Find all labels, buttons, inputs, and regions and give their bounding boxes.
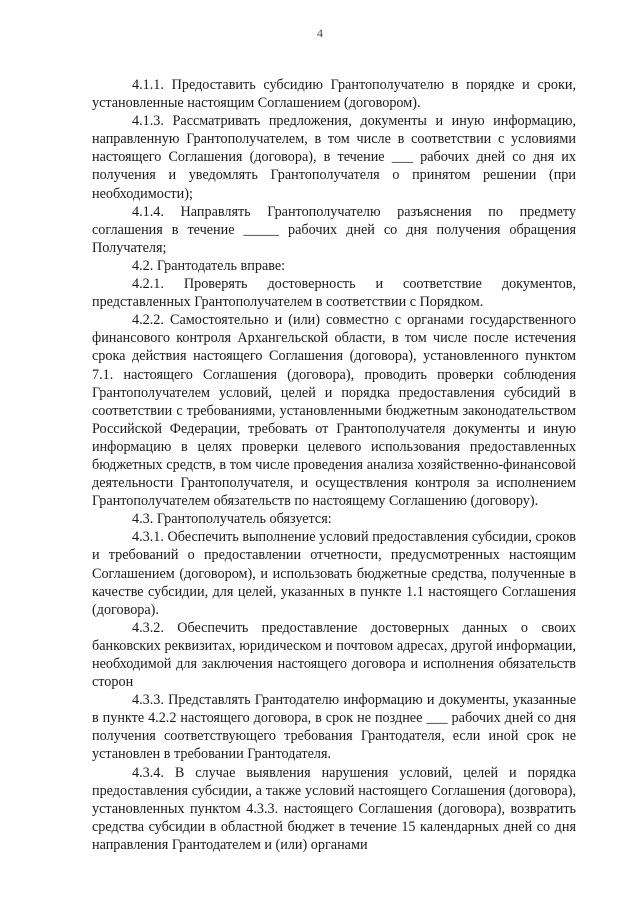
clause-4-1-4: 4.1.4. Направлять Грантополучателю разъяснения по предмету соглашения в течение _____ рабочих дней со дня получения обращения Получателя; (92, 203, 576, 256)
clause-4-3-1: 4.3.1. Обеспечить выполнение условий предоставления субсидии, сроков и требований о предоставлении отчетности, предусмотренных настоящим Соглашением (договором), и использовать бюджетные средства, полученные в качестве субсидии, для целей, указанных в пункте 1.1 настоящего Соглашения (договора). (92, 529, 576, 618)
clause-4-2-1: 4.2.1. Проверять достоверность и соответствие документов, представленных Грантополучателем в соответствии с Порядком. (92, 276, 576, 311)
clause-4-1-1: 4.1.1. Предоставить субсидию Грантополучателю в порядке и сроки, установленные настоящим Соглашением (договором). (92, 77, 576, 112)
clause-4-3-2: 4.3.2. Обеспечить предоставление достоверных данных о своих банковских реквизитах, юридическом и почтовом адресах, другой информации, необходимой для заключения настоящего договора и исполнения обязательств сторон (92, 619, 576, 691)
document-body (92, 76, 576, 854)
clause-4-2-heading: 4.2. Грантодатель вправе: (132, 257, 286, 274)
clause-4-3-3: 4.3.3. Представлять Грантодателю информацию и документы, указанные в пункте 4.2.2 настоящего договора, в срок не позднее ___ рабочих дней со дня получения соответствующего требования Грантодателя, если иной срок не установлен в требовании Грантодателя. (92, 692, 576, 763)
page-number: 4 (317, 26, 323, 40)
clause-4-3-heading: 4.3. Грантополучатель обязуется: (132, 511, 332, 528)
clause-4-1-3: 4.1.3. Рассматривать предложения, документы и иную информацию, направленную Грантополучателем, в том числе в соответствии с условиями настоящего Соглашения (договора), в течение ___ рабочих дней со дня их получения и уведомлять Грантополучателя о принятом решении (при необходимости); (92, 113, 576, 202)
clause-4-2-2: 4.2.2. Самостоятельно и (или) совместно с органами государственного финансового контроля Архангельской области, в том числе после истечения срока действия настоящего Соглашения (договора), установленного пунктом 7.1. настоящего Соглашения (договора), проводить проверки соблюдения Грантополучателем условий, целей и порядка предоставления субсидий в соответствии с требованиями, установленными бюджетным законодательством Российской Федерации, требовать от Грантополучателя документы и иную информацию в целях проверки целевого использования предоставленных бюджетных средств, в том числе проведения анализа хозяйственно-финансовой деятельности Грантополучателя, и осуществления контроля за исполнением Грантополучателем обязательств по настоящему Соглашению (договору). (92, 312, 576, 510)
clause-4-3-4: 4.3.4. В случае выявления нарушения условий, целей и порядка предоставления субсидии, а также условий настоящего Соглашения (договора), установленных пунктом 4.3.3. настоящего Соглашения (договора), возвратить средства субсидии в областной бюджет в течение 15 календарных дней со дня направления Грантодателем и (или) органами (92, 764, 576, 853)
